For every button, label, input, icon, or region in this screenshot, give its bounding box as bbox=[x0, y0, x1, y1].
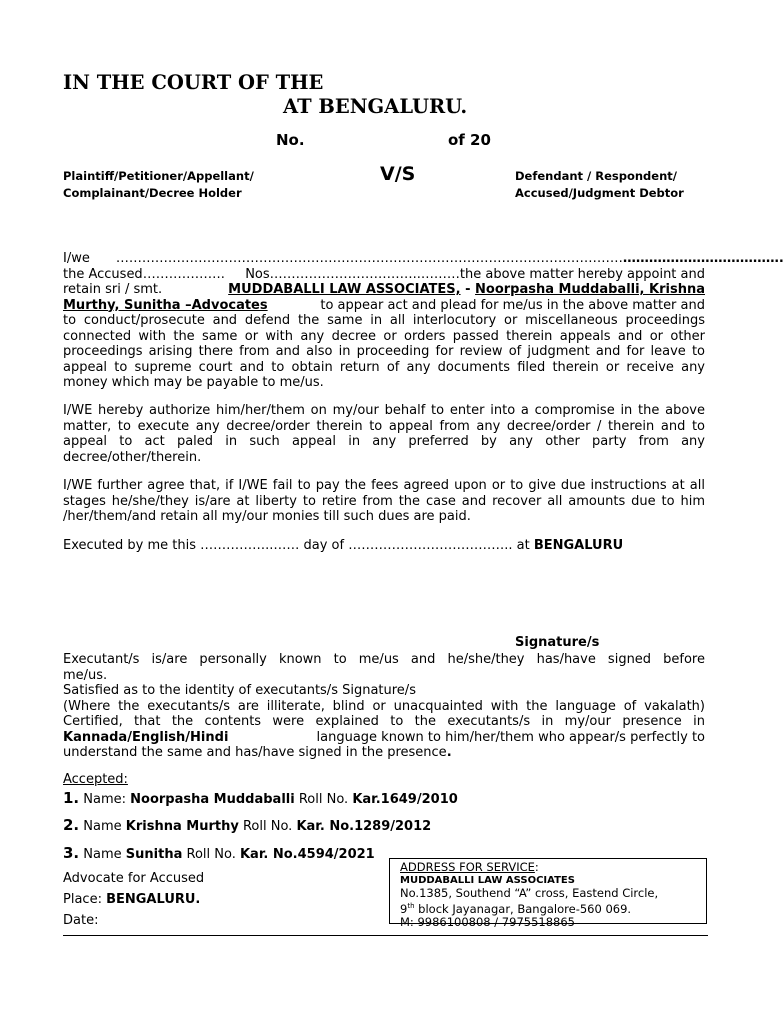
roll-no-3: Kar. No.4594/2021 bbox=[239, 847, 375, 862]
identity-line-6: language known to him/her/them who appear/s perfectly to bbox=[316, 729, 705, 745]
address-phone: M: 9986100808 / 7975518865 bbox=[400, 914, 575, 929]
versus-label: V/S bbox=[380, 163, 416, 185]
identity-line-3: Satisfied as to the identity of executants/s Signature/s bbox=[63, 683, 416, 698]
authorization-paragraph: I/WE hereby authorize him/her/them on my/our behalf to enter into a compromise in the above matter, to execute any decree/order therein to appeal from any decree/order / therein and to appeal to act paled in such appeal in any preferred by any other party from any decree/other/therein. bbox=[63, 403, 705, 465]
nos-blank: Nos……………………………..………the above matter hereby appoint and bbox=[245, 266, 705, 282]
address-line-1: No.1385, Southend “A” cross, Eastend Circle, bbox=[400, 886, 659, 900]
advocate-num-1: 1. bbox=[63, 789, 80, 807]
address-colon: : bbox=[534, 860, 539, 874]
firm-dash: - bbox=[460, 282, 476, 297]
address-block-num: 9 bbox=[400, 901, 408, 916]
retain-label: retain sri / smt. bbox=[63, 282, 163, 297]
executed-place: BENGALURU bbox=[533, 538, 624, 553]
advocate-names-2: Murthy, Sunitha –Advocates bbox=[63, 297, 268, 313]
court-title: IN THE COURT OF THE bbox=[63, 71, 324, 94]
signature-label: Signature/s bbox=[515, 635, 600, 650]
name-label-2: Name bbox=[83, 819, 122, 834]
languages: Kannada/English/Hindi bbox=[63, 729, 229, 745]
executed-text: Executed by me this ……………..…… day of ……………………………….. at bbox=[63, 538, 530, 553]
address-block-sup: th bbox=[407, 902, 415, 910]
identity-line-2: me/us. bbox=[63, 667, 108, 683]
roll-label-2: Roll No. bbox=[242, 819, 293, 834]
roll-no-1: Kar.1649/2010 bbox=[352, 792, 458, 807]
advocate-names-1: Noorpasha Muddaballi, Krishna bbox=[475, 282, 705, 297]
court-location: AT BENGALURU. bbox=[283, 95, 468, 118]
date-label: Date: bbox=[63, 913, 99, 928]
name-label-3: Name bbox=[83, 847, 122, 862]
fees-paragraph: I/WE further agree that, if I/WE fail to pay the fees agreed upon or to give due instructions at all stages he/she/they is/are at liberty to retire from the case and recover all amounts due to him /her/them/and retain all my/our monies till such dues are paid. bbox=[63, 478, 705, 524]
firm-name: MUDDABALLI LAW ASSOCIATES, bbox=[228, 282, 461, 297]
appointment-body: to conduct/prosecute and defend the same in all interlocutory or miscellaneous proceedings connected with the same or with any decree or orders passed therein appeals and or other proceedings arising there from and also in proceeding for review of judgment and for leave to appeal to supreme court and to obtain return of any documents filed therein or receive any money which may be payable to me/us. bbox=[63, 313, 705, 390]
address-title: ADDRESS FOR SERVICE bbox=[400, 860, 535, 874]
accused-blank: the Accused………………. bbox=[63, 266, 225, 282]
identity-line-5: Certified, that the contents were explained to the executants/s in my/our presence in bbox=[63, 714, 705, 729]
place-value: BENGALURU. bbox=[106, 892, 201, 907]
appointment-paragraph bbox=[63, 251, 784, 391]
executed-line bbox=[63, 538, 623, 553]
advocate-num-2: 2. bbox=[63, 816, 80, 834]
identity-line-7-end: . bbox=[446, 745, 452, 760]
address-box bbox=[389, 858, 707, 929]
advocate-name-3: Sunitha bbox=[125, 847, 183, 862]
identity-line-1: Executant/s is/are personally known to me/us and he/she/they has/have signed before bbox=[63, 652, 705, 667]
respondent-label-2: Accused/Judgment Debtor bbox=[515, 186, 684, 200]
accepted-label: Accepted: bbox=[63, 772, 128, 787]
petitioner-label-2: Complainant/Decree Holder bbox=[63, 186, 242, 200]
case-no-label: No. bbox=[276, 131, 305, 149]
address-line-2: block Jayanagar, Bangalore-560 069. bbox=[414, 901, 632, 916]
advocate-name-1: Noorpasha Muddaballi bbox=[130, 792, 295, 807]
place-line bbox=[63, 892, 200, 907]
advocate-name-2: Krishna Murthy bbox=[125, 819, 239, 834]
roll-label-3: Roll No. bbox=[186, 847, 236, 862]
advocate-for-label: Advocate for Accused bbox=[63, 871, 205, 886]
address-firm: MUDDABALLI LAW ASSOCIATES bbox=[400, 875, 575, 886]
iwe-label: I/we bbox=[63, 251, 90, 266]
advocate-row-1 bbox=[63, 789, 458, 807]
roll-no-2: Kar. No.1289/2012 bbox=[296, 819, 432, 834]
name-label-1: Name: bbox=[83, 792, 127, 807]
identity-line-4: (Where the executants/s are illiterate, blind or unacquainted with the language of vakalath) bbox=[63, 698, 705, 714]
name-blank-dots: ……………………………………………………………………………………………………… bbox=[115, 251, 623, 266]
respondent-label-1: Defendant / Respondent/ bbox=[515, 169, 677, 183]
identity-line-7: understand the same and has/have signed in the presence bbox=[63, 745, 447, 760]
case-year-label: of 20 bbox=[448, 131, 491, 149]
place-label: Place: bbox=[63, 892, 102, 907]
name-blank-dots-bold: ………………………………. bbox=[622, 251, 784, 266]
advocate-row-3 bbox=[63, 844, 375, 862]
identity-paragraph bbox=[63, 652, 705, 761]
advocate-row-2 bbox=[63, 816, 431, 834]
advocate-num-3: 3. bbox=[63, 844, 80, 862]
roll-label-1: Roll No. bbox=[298, 792, 349, 807]
appear-clause: to appear act and plead for me/us in the above matter and bbox=[320, 297, 705, 313]
petitioner-label-1: Plaintiff/Petitioner/Appellant/ bbox=[63, 169, 254, 183]
bottom-divider bbox=[63, 935, 708, 936]
